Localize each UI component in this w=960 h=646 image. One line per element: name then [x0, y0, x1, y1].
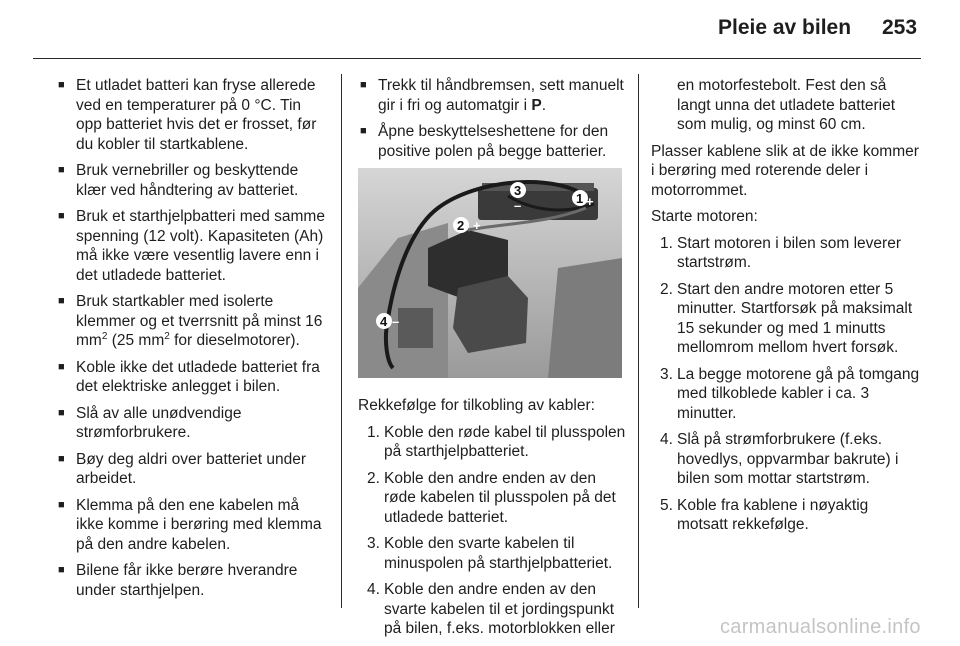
- list-item: 5. Koble fra kablene i nøyaktig motsatt rekkefølge.: [660, 496, 869, 533]
- connection-sequence-list: [358, 423, 630, 639]
- engine-block: [453, 276, 528, 353]
- callout-2: 2: [457, 218, 465, 233]
- list-item: 2. Start den andre motoren etter 5 minutter. Startforsøk på maksimalt 15 sekunder og med 1 minutts mellomrom mellom hvert forsøk.: [660, 280, 913, 356]
- watermark: carmanualsonline.info: [720, 616, 921, 638]
- header-divider: [33, 58, 921, 59]
- list-item: ■ Et utladet batteri kan fryse allerede ved en temperaturer på 0 °C. Tin opp batteriet hvis det er frosset, før du kobler til startkablene.: [56, 76, 328, 154]
- svg-text:+: +: [586, 194, 594, 209]
- sequence-heading: Rekkefølge for tilkobling av kabler:: [358, 397, 595, 414]
- list-item: ■ Bruk vernebriller og beskyttende klær ved håndtering av batteriet.: [56, 161, 328, 200]
- list-item: 4. Koble den andre enden av den svarte kabelen til et jordingspunkt på bilen, f.eks. motorblokken eller: [367, 581, 615, 637]
- column-right: [651, 76, 923, 542]
- list-item: ■ Bøy deg aldri over batteriet under arbeidet.: [56, 450, 328, 489]
- column-left: [56, 76, 328, 607]
- column-divider-1: [341, 74, 342, 608]
- start-heading: Starte motoren:: [651, 208, 758, 225]
- callout-4: 4: [380, 314, 388, 329]
- precaution-list: [56, 76, 328, 600]
- list-item: 4. Slå på strømforbrukere (f.eks. hovedlys, oppvarmbar bakrute) i bilen som mottar startstrøm.: [660, 431, 899, 487]
- page-number: 253: [882, 16, 918, 39]
- list-item: ■ Bilene får ikke berøre hverandre under starthjelpen.: [56, 561, 328, 600]
- list-item: ■ Slå av alle unødvendige strømforbrukere.: [56, 404, 328, 443]
- svg-text:–: –: [392, 314, 400, 329]
- list-item: ■ Koble ikke det utladede batteriet fra det elektriske anlegget i bilen.: [56, 358, 328, 397]
- engine-bay-right: [548, 258, 622, 378]
- sequence-continuation: en motorfestebolt. Fest den så langt unna det utladete batteriet som mulig, og minst 60 cm.: [677, 77, 896, 133]
- list-item: ■ Bruk startkabler med isolerte klemmer og et tverrsnitt på minst 16 $mm^2$ (25 $mm^2$ for dieselmotorer).: [56, 292, 328, 351]
- list-item: 3. La begge motorene gå på tomgang med tilkoblede kabler i ca. 3 minutter.: [660, 365, 920, 422]
- start-steps-list: [651, 234, 923, 535]
- list-item: 2. Koble den andre enden av den røde kabelen til plusspolen på det utladede batteriet.: [367, 469, 616, 526]
- list-item: ■ Klemma på den ene kabelen må ikke komme i berøring med klemma på den andre kabelen.: [56, 496, 328, 555]
- callout-3: 3: [514, 183, 522, 198]
- preparation-list: [358, 76, 630, 161]
- list-item: 1. Start motoren i bilen som leverer startstrøm.: [660, 234, 901, 271]
- list-item: ■ Åpne beskyttelseshettene for den positive polen på begge batterier.: [358, 122, 630, 161]
- list-item: ■ Bruk et starthjelpbatteri med samme spenning (12 volt). Kapasiteten (Ah) må ikke være vesentlig lavere enn i det utladede batteriet.: [56, 207, 328, 285]
- svg-text:+: +: [473, 218, 481, 233]
- svg-text:–: –: [514, 198, 522, 213]
- column-divider-2: [638, 74, 639, 608]
- list-item: ■ Trekk til håndbremsen, sett manuelt gir i fri og automatgir i P.: [358, 76, 630, 115]
- page-title: Pleie av bilen: [718, 16, 852, 39]
- battery-jumper-photo: [358, 168, 622, 378]
- placement-note: Plasser kablene slik at de ikke kommer i berøring med roterende deler i motorrommet.: [651, 142, 919, 199]
- column-middle: [358, 76, 630, 646]
- list-item: 1. Koble den røde kabel til plusspolen på starthjelpbatteriet.: [367, 423, 626, 460]
- list-item: 3. Koble den svarte kabelen til minuspolen på starthjelpbatteriet.: [367, 535, 613, 572]
- callout-1: 1: [576, 191, 584, 206]
